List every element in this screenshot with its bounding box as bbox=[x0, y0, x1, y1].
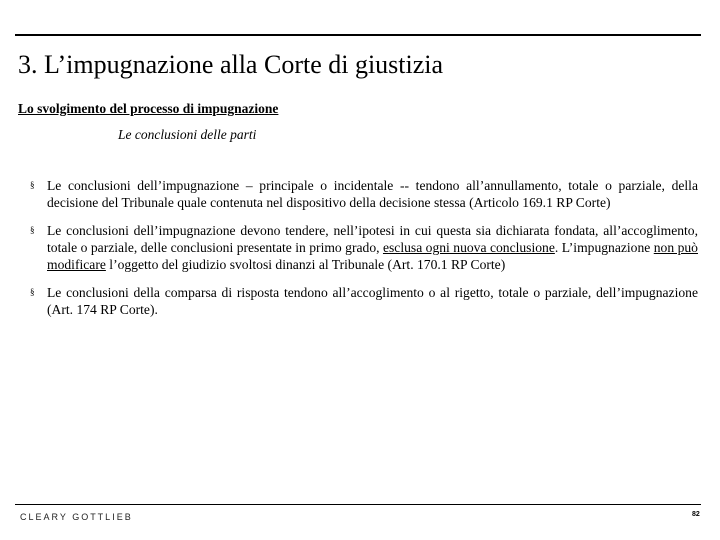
text-run: l’oggetto del giudizio svoltosi dinanzi al Tribunale (Art. 170.1 RP Corte) bbox=[105, 257, 506, 272]
bullet-list bbox=[30, 177, 698, 329]
bullet-icon: § bbox=[30, 225, 35, 235]
underlined-text: non può modificare bbox=[47, 240, 698, 272]
list-item bbox=[30, 222, 698, 273]
bullet-icon: § bbox=[30, 287, 35, 297]
footer-rule bbox=[15, 504, 701, 505]
page-number: 82 bbox=[692, 511, 700, 518]
bullet-icon: § bbox=[30, 180, 35, 190]
slide-title: 3. L’impugnazione alla Corte di giustizia bbox=[18, 50, 444, 79]
company-logo: CLEARY GOTTLIEB bbox=[20, 512, 133, 522]
title-rule bbox=[15, 34, 701, 36]
list-item bbox=[30, 177, 698, 211]
section-heading: Le conclusioni delle parti bbox=[118, 127, 257, 142]
underlined-text: esclusa ogni nuova conclusione bbox=[382, 240, 555, 255]
text-run: . L’impugnazione bbox=[554, 240, 654, 255]
bullet-text: Le conclusioni dell’impugnazione – principale o incidentale -- tendono all’annullamento, totale o parziale, della decisione del Tribunale quale contenuta nel dispositivo della decisione stessa (Articolo 169.1 RP Corte) bbox=[47, 178, 698, 210]
slide-subtitle: Lo svolgimento del processo di impugnazione bbox=[18, 101, 279, 116]
text-run: Le conclusioni dell’impugnazione devono tendere, nell’ipotesi in cui questa sia dichiarata fondata, all’accoglimento, totale o parziale, delle conclusioni presentate in primo grado, bbox=[47, 223, 698, 255]
bullet-text bbox=[47, 222, 698, 273]
bullet-text: Le conclusioni della comparsa di risposta tendono all’accoglimento o al rigetto, totale o parziale, dell’impugnazione (Art. 174 RP Corte). bbox=[47, 285, 698, 317]
list-item bbox=[30, 284, 698, 318]
